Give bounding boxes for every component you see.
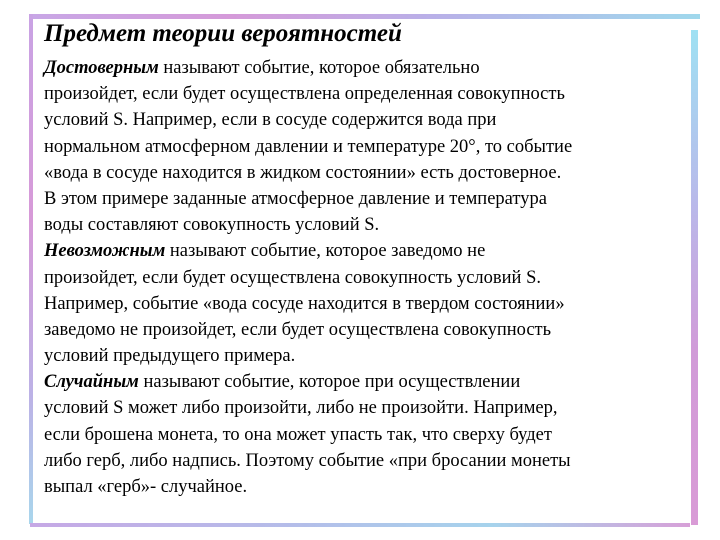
paragraph-impossible-event (44, 238, 684, 369)
text-line: называют событие, которое обязательно (158, 58, 480, 78)
text-line: произойдет, если будет осуществлена определенная совокупность (44, 84, 565, 105)
text-line: называют событие, которое заведомо не (165, 241, 486, 262)
paragraph-random-event (44, 369, 684, 500)
text-line: условий S может либо произойти, либо не произойти. Например, (44, 398, 558, 419)
term-random: Случайным (44, 372, 139, 393)
text-line: заведомо не произойдет, если будет осуществлена совокупность (44, 319, 552, 340)
slide-body (44, 55, 684, 500)
term-impossible: Невозможным (44, 241, 166, 262)
left-frame-line (29, 14, 33, 524)
text-line: произойдет, если будет осуществлена совокупность условий S. (44, 267, 541, 288)
text-line: нормальном атмосферном давлении и температуре 20°, то событие (44, 136, 573, 157)
text-line: условий предыдущего примера. (44, 346, 296, 367)
term-certain: Достоверным (44, 58, 159, 78)
text-line: называют событие, которое при осуществлении (138, 372, 521, 393)
text-line: «вода в сосуде находится в жидком состоянии» есть достоверное. (44, 162, 562, 183)
top-frame-line (30, 14, 700, 19)
text-line: Например, событие «вода сосуде находится в твердом состоянии» (44, 293, 565, 314)
text-line: если брошена монета, то она может упасть так, что сверху будет (44, 424, 552, 445)
slide-title: Предмет теории вероятностей (44, 20, 402, 47)
text-line: либо герб, либо надпись. Поэтому событие «при бросании монеты (44, 450, 571, 471)
text-line: воды составляют совокупность условий S. (44, 215, 380, 236)
paragraph-certain-event (44, 55, 684, 238)
text-line: выпал «герб»- случайное. (44, 477, 248, 497)
bottom-frame-line (30, 523, 690, 527)
right-frame-line (691, 30, 698, 525)
text-line: условий S. Например, если в сосуде содержится вода при (44, 110, 497, 131)
text-line: В этом примере заданные атмосферное давление и температура (44, 188, 547, 209)
